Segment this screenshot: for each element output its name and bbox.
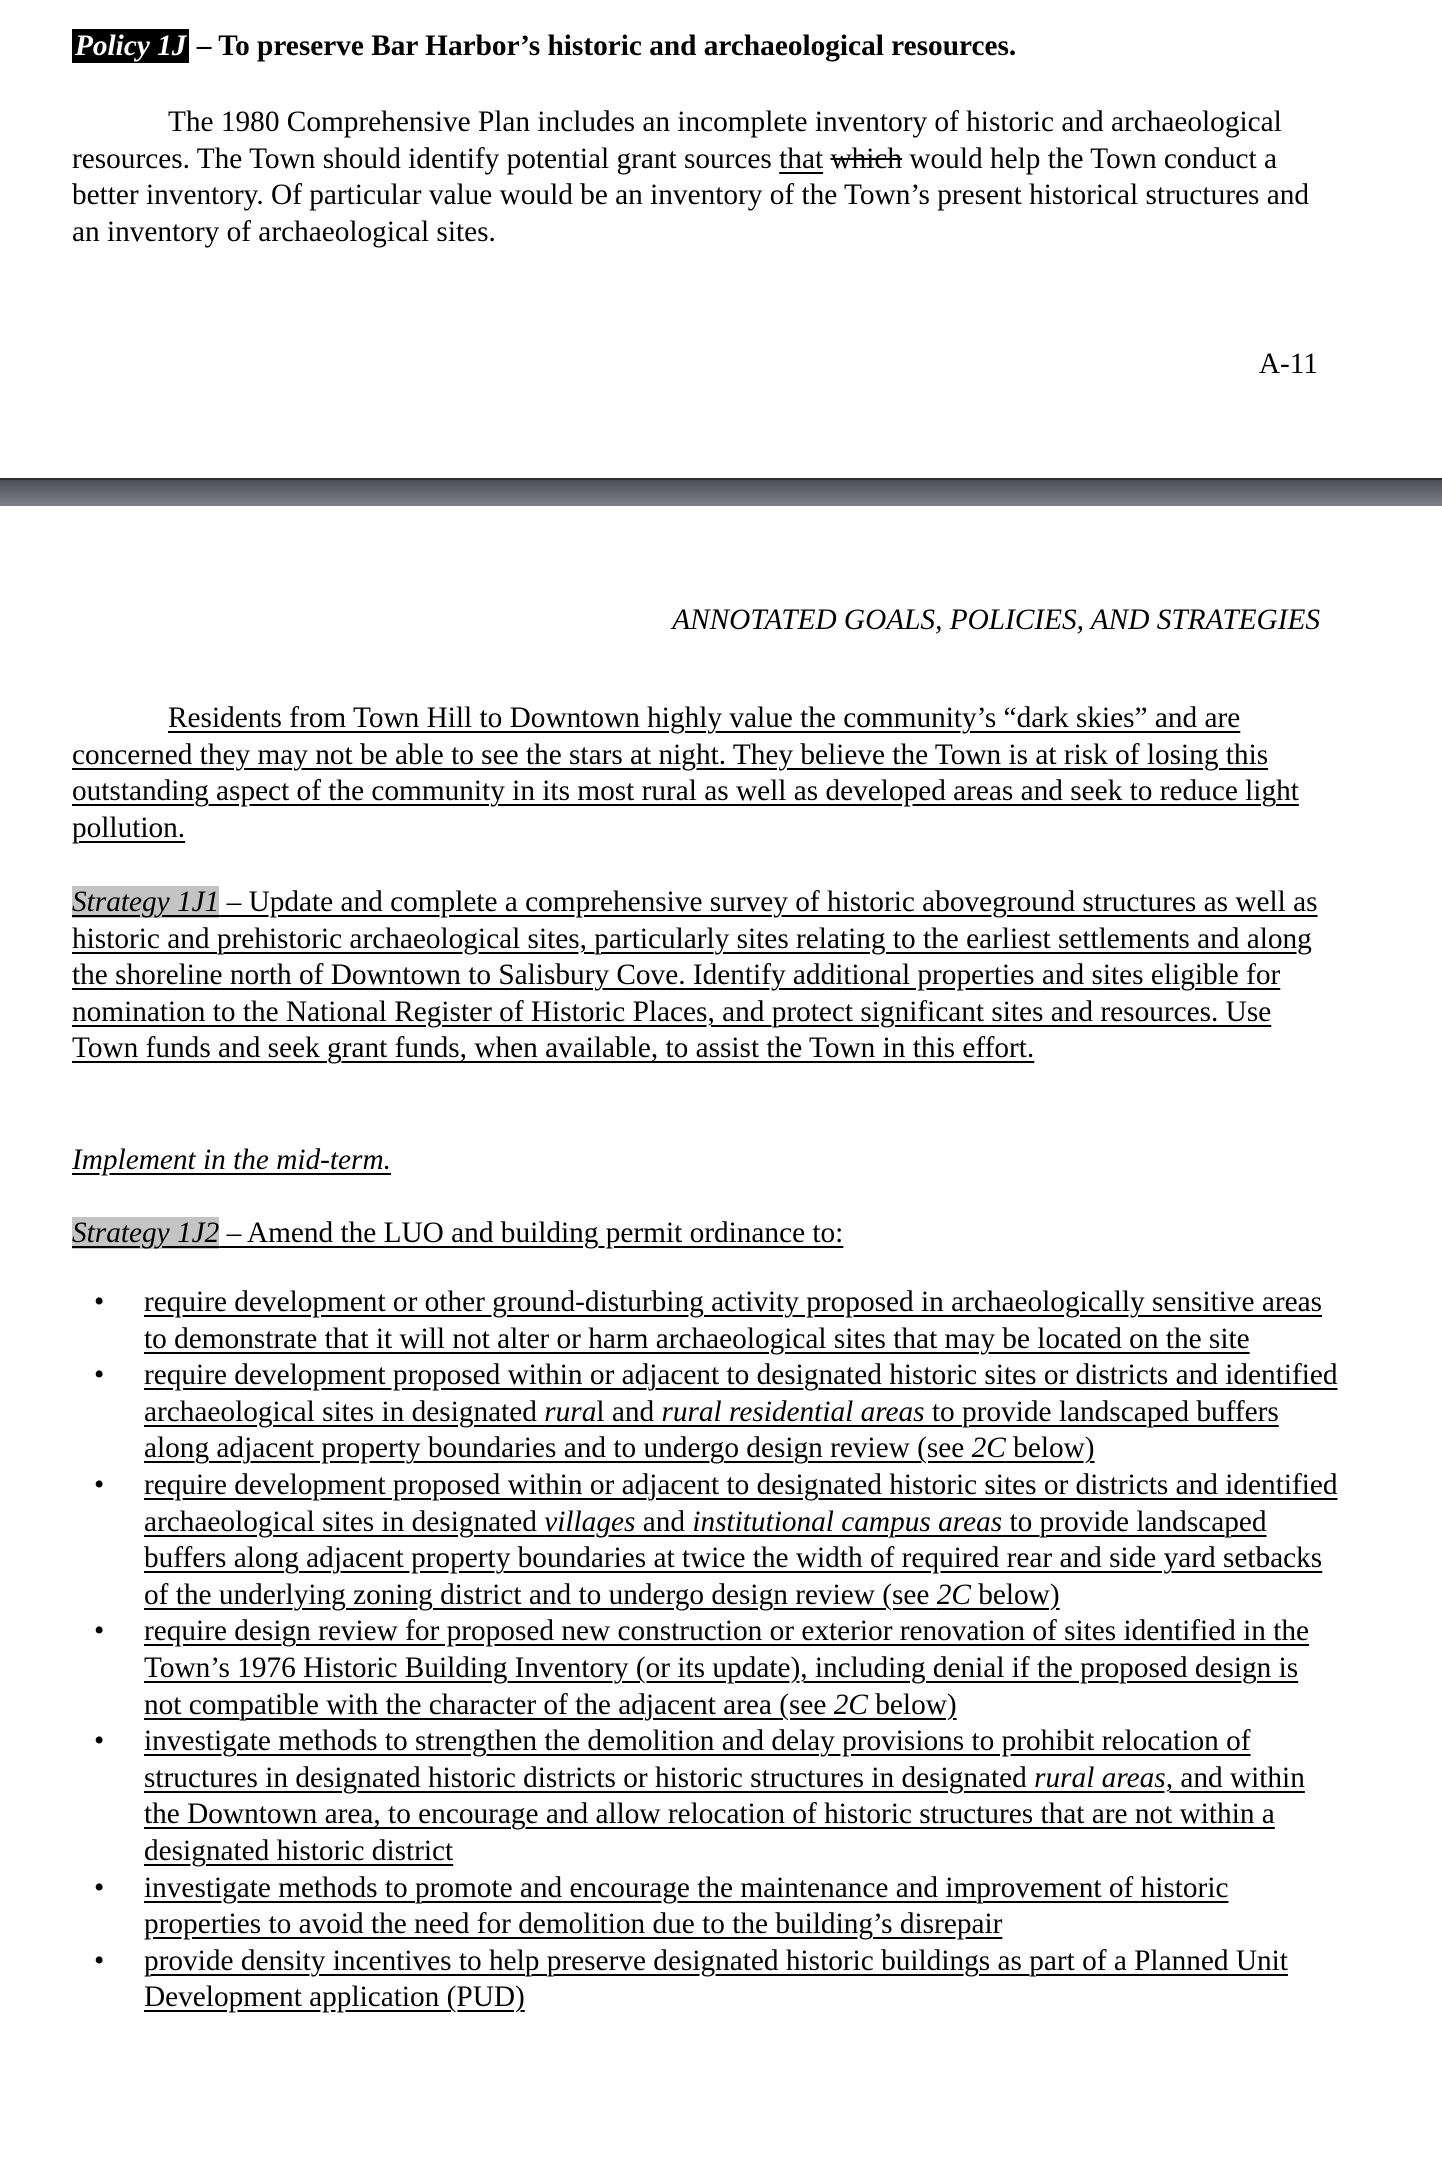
page-divider-edge	[0, 478, 1442, 480]
list-item	[72, 1870, 1342, 1943]
page-annotated	[0, 506, 1442, 2170]
strategy-1j2-list	[72, 1284, 1342, 2016]
policy-description	[72, 104, 1332, 250]
bullet: •	[94, 1725, 105, 1758]
list-item-text: investigate methods to promote and encourage the maintenance and improvement of historic properties to avoid the need for demolition due to the building’s disrepair	[144, 1871, 1229, 1941]
page-number: A-11	[1258, 348, 1318, 380]
bullet: •	[94, 1871, 105, 1904]
policy-text-1: The 1980 Comprehensive Plan includes an incomplete inventory of historic and archaeological resources. The Town should identify potential grant sources	[72, 106, 1282, 175]
list-item	[72, 1467, 1342, 1613]
bullet: •	[94, 1468, 105, 1501]
strategy-1j2-text: – Amend the LUO and building permit ordinance to:	[219, 1217, 844, 1249]
policy-title: – To preserve Bar Harbor’s historic and archaeological resources.	[189, 30, 1017, 62]
dark-skies-paragraph: Residents from Town Hill to Downtown highly value the community’s “dark skies” and are concerned they may not be able to see the stars at night. They believe the Town is at risk of losing this outstanding aspect of the community in its most rural as well as developed areas and seek to reduce light pollution.	[72, 702, 1299, 844]
policy-text-2: would help the Town conduct a better inventory. Of particular value would be an inventory of the Town’s present historical structures and an inventory of archaeological sites.	[72, 142, 1310, 248]
bullet: •	[94, 1359, 105, 1392]
bullet: •	[94, 1286, 105, 1318]
implement-note: Implement in the mid-term.	[72, 1144, 391, 1176]
list-item-text: investigate methods to strengthen the demolition and delay provisions to prohibit relocation of structures in designated historic districts or historic structures in designated rural areas, and within the Downtown area, to encourage and allow relocation of historic structures that are not within a designated historic district	[144, 1725, 1305, 1867]
list-item-text: provide density incentives to help preserve designated historic buildings as part of a Planned Unit Development application (PUD)	[144, 1944, 1288, 2014]
list-item	[72, 1284, 1342, 1357]
list-item	[72, 1357, 1342, 1467]
deleted-which: which	[830, 142, 903, 175]
list-item-text: require development proposed within or adjacent to designated historic sites or districts and identified archaeological sites in designated villages and institutional campus areas to provide landscaped buffers along adjacent property boundaries at twice the width of required rear and side yard setbacks of the underlying zoning district and to undergo design review (see 2C below)	[144, 1468, 1338, 1611]
list-item-text: require design review for proposed new construction or exterior renovation of sites identified in the Town’s 1976 Historic Building Inventory (or its update), including denial if the proposed design is not compatible with the character of the adjacent area (see 2C below)	[144, 1615, 1310, 1721]
strategy-1j1-tag: Strategy 1J1	[72, 886, 220, 918]
bullet: •	[94, 1944, 105, 1977]
inserted-that: that	[779, 142, 824, 175]
strategy-1j2-tag: Strategy 1J2	[72, 1217, 220, 1249]
list-item	[72, 1723, 1342, 1869]
policy-tag: Policy 1J	[72, 29, 189, 63]
bullet: •	[94, 1615, 105, 1648]
list-item	[72, 1613, 1342, 1723]
page-divider	[0, 478, 1442, 506]
policy-heading	[72, 28, 1332, 65]
list-item-text: require development or other ground-disturbing activity proposed in archaeologically sensitive areas to demonstrate that it will not alter or harm archaeological sites that may be located on the site	[144, 1286, 1323, 1355]
strategy-1j1-text: – Update and complete a comprehensive survey of historic aboveground structures as well as historic and prehistoric archaeological sites, particularly sites relating to the earliest settlements and along the shoreline north of Downtown to Salisbury Cove. Identify additional properties and sites eligible for nomination to the National Register of Historic Places, and protect significant sites and resources. Use Town funds and seek grant funds, when available, to assist the Town in this effort.	[72, 886, 1318, 1065]
strategy-1j1	[72, 884, 1332, 1067]
running-head: ANNOTATED GOALS, POLICIES, AND STRATEGIES	[672, 604, 1320, 636]
list-item	[72, 1943, 1342, 2016]
list-item-text: require development proposed within or adjacent to designated historic sites or districts and identified archaeological sites in designated rural and rural residential areas to provide landscaped buffers along adjacent property boundaries and to undergo design review (see 2C below)	[144, 1359, 1338, 1465]
strategy-1j2	[72, 1215, 1332, 1252]
page-a11	[0, 0, 1442, 478]
